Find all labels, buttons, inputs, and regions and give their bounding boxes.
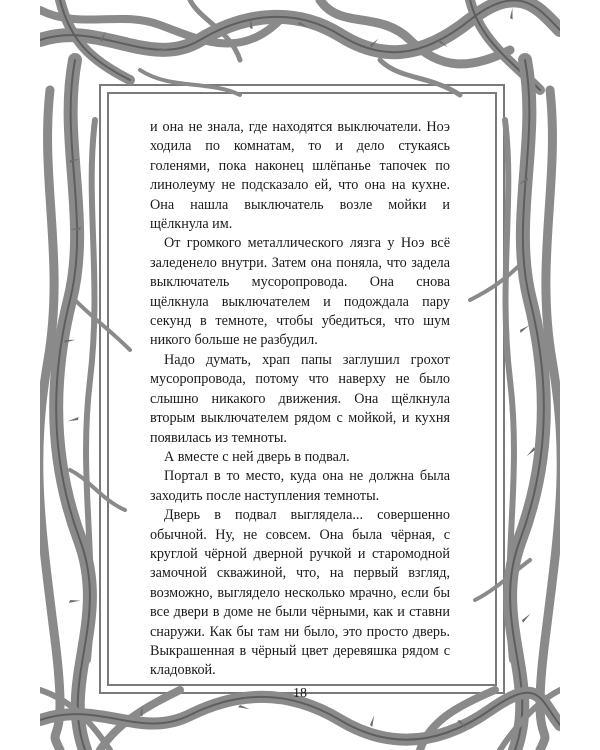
paragraph: А вместе с ней дверь в подвал. — [164, 448, 350, 465]
book-page — [40, 0, 560, 750]
page-number: 18 — [293, 686, 307, 701]
paragraph: Надо думать, храп папы заглушил грохот мусоропровода, потому что наверху не было слышно никакого движения. Она щёлкнула вторым выключателем рядом с мойкой, и кухня появилась из темноты. — [150, 351, 450, 446]
body-text — [150, 118, 450, 681]
paragraph: Дверь в подвал выглядела... совершенно обычной. Ну, не совсем. Она была чёрная, с круглой чёрной дверной ручкой и старомодной замочной скважиной, что, на первый взгляд, возможно, выглядело несколько мрачно, если бы все двери в доме не были чёрными, как и ставни снаружи. Как бы там ни было, это просто дверь. Выкрашенная в чёрный цвет деревяшка рядом с кладовкой. — [150, 507, 450, 679]
paragraph: Портал в то место, куда она не должна была заходить после наступления темноты. — [150, 468, 450, 504]
paragraph: и она не знала, где находятся выключатели. Ноэ ходила по комнатам, то и дело стукаясь голенями, пока наконец шлёпанье тапочек по линолеуму не подсказало ей, что она на кухне. Она нашла выключатель возле мойки и щёлкнула им. — [150, 119, 450, 233]
paragraph: От громкого металлического лязга у Ноэ всё заледенело внутри. Затем она поняла, что задела выключатель мусоропровода. Она снова щёлкнула выключателем и подождала пару секунд в темноте, чтобы убедиться, что шум никого больше не разбудил. — [150, 235, 450, 349]
